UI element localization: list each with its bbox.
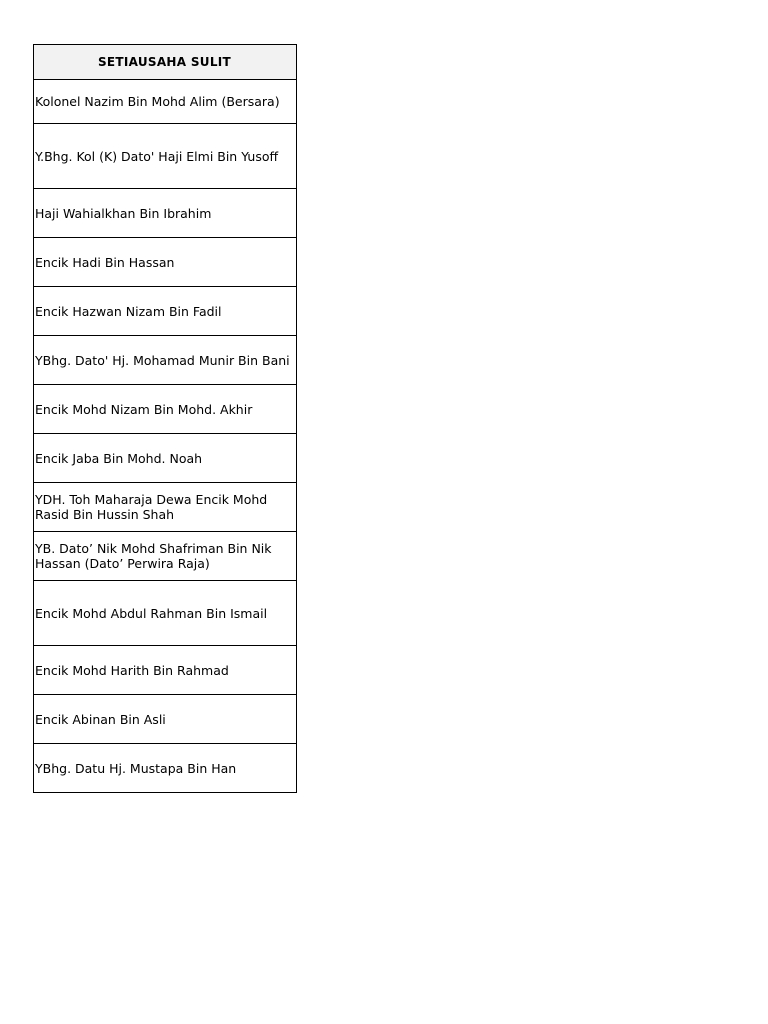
table-cell: YBhg. Dato' Hj. Mohamad Munir Bin Bani [34,336,297,385]
table-row [34,695,297,744]
table-cell: YDH. Toh Maharaja Dewa Encik Mohd Rasid Bin Hussin Shah [34,483,297,532]
table-row [34,189,297,238]
table-cell: Encik Mohd Abdul Rahman Bin Ismail [34,581,297,646]
table-cell: YB. Dato’ Nik Mohd Shafriman Bin Nik Hassan (Dato’ Perwira Raja) [34,532,297,581]
table-row [34,581,297,646]
table-row [34,124,297,189]
table-row [34,385,297,434]
secretary-table [33,44,297,793]
table-row [34,287,297,336]
table-row [34,336,297,385]
table-cell: Encik Hadi Bin Hassan [34,238,297,287]
table-row [34,434,297,483]
table-cell: Encik Jaba Bin Mohd. Noah [34,434,297,483]
table-cell: Kolonel Nazim Bin Mohd Alim (Bersara) [34,80,297,124]
table-cell: Encik Abinan Bin Asli [34,695,297,744]
table-row [34,80,297,124]
table-row [34,483,297,532]
table-row [34,646,297,695]
table-row [34,532,297,581]
table-cell: Encik Mohd Harith Bin Rahmad [34,646,297,695]
table-cell: Encik Mohd Nizam Bin Mohd. Akhir [34,385,297,434]
table-cell: Haji Wahialkhan Bin Ibrahim [34,189,297,238]
table-row [34,238,297,287]
table-row [34,744,297,793]
table-cell: YBhg. Datu Hj. Mustapa Bin Han [34,744,297,793]
table-cell: Encik Hazwan Nizam Bin Fadil [34,287,297,336]
table-cell: Y.Bhg. Kol (K) Dato' Haji Elmi Bin Yusoff [34,124,297,189]
table-header-row [34,45,297,80]
column-header-setiausaha-sulit: SETIAUSAHA SULIT [34,45,297,80]
